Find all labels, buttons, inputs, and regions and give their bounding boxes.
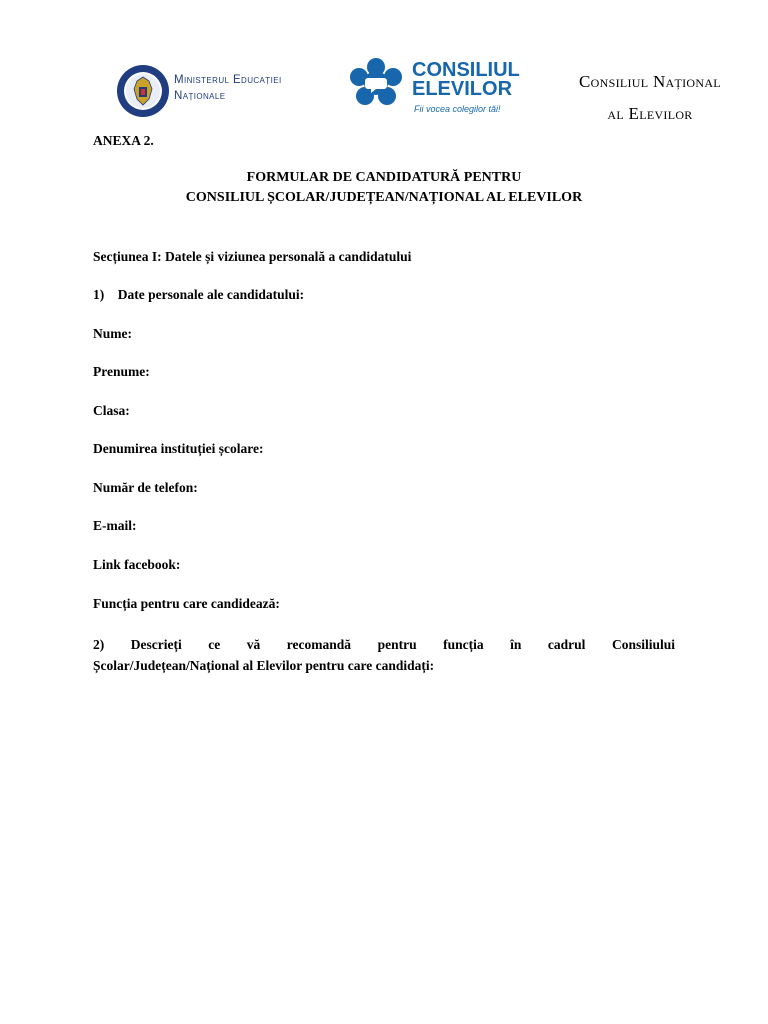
romanian-government-seal-icon — [116, 62, 170, 120]
ministry-name: Ministerul Educației Naționale — [174, 74, 282, 102]
item-2-line2: Școlar/Județean/Național al Elevilor pentru care candidați: — [93, 658, 435, 673]
field-clasa: Clasa: — [93, 403, 130, 418]
item-1-heading: 1) Date personale ale candidatului: — [93, 287, 305, 302]
consiliul-elevilor-slogan: Fii vocea colegilor tăi! — [414, 104, 501, 114]
document-header — [0, 0, 768, 130]
item-2-description — [93, 634, 675, 676]
field-nume: Nume: — [93, 326, 132, 341]
form-title-line2: CONSILIUL ȘCOLAR/JUDEȚEAN/NAȚIONAL AL ELEVILOR — [185, 190, 583, 205]
consiliul-elevilor-flower-icon — [349, 58, 403, 108]
annex-label: ANEXA 2. — [93, 133, 154, 148]
field-facebook: Link facebook: — [93, 557, 181, 572]
field-email: E-mail: — [93, 518, 137, 533]
form-title-line1: FORMULAR DE CANDIDATURĂ PENTRU — [246, 170, 522, 185]
field-prenume: Prenume: — [93, 364, 150, 379]
item-2-line1: 2) Descrieți ce vă recomandă pentru funcția în cadrul Consiliului — [93, 637, 675, 652]
field-institutie: Denumirea instituției școlare: — [93, 441, 264, 456]
consiliul-elevilor-name: CONSILIUL ELEVILOR — [412, 59, 520, 100]
section-title: Secțiunea I: Datele și viziunea personală a candidatului — [93, 249, 412, 264]
field-telefon: Număr de telefon: — [93, 480, 198, 495]
cne-title: Consiliul Național al Elevilor — [579, 72, 721, 123]
field-functia: Funcția pentru care candidează: — [93, 596, 280, 611]
